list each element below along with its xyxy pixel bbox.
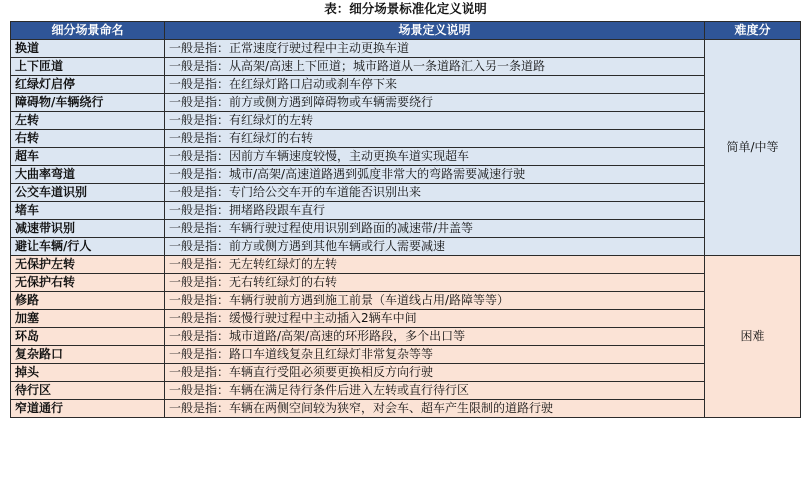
scene-definition-cell: 一般是指：车辆行驶前方遇到施工前景（车道线占用/路障等等） bbox=[165, 292, 705, 310]
table-row bbox=[11, 220, 801, 238]
table-row bbox=[11, 274, 801, 292]
table-row bbox=[11, 148, 801, 166]
table-row bbox=[11, 256, 801, 274]
scene-definition-cell: 一般是指：车辆行驶过程使用识别到路面的减速带/井盖等 bbox=[165, 220, 705, 238]
scene-name-cell: 加塞 bbox=[11, 310, 165, 328]
scene-definition-cell: 一般是指：无右转红绿灯的右转 bbox=[165, 274, 705, 292]
table-row bbox=[11, 364, 801, 382]
header-scene-definition: 场景定义说明 bbox=[165, 22, 705, 40]
scene-definition-cell: 一般是指：车辆直行受阻必须要更换相反方向行驶 bbox=[165, 364, 705, 382]
scene-definition-cell: 一般是指：有红绿灯的右转 bbox=[165, 130, 705, 148]
scene-definition-cell: 一般是指：城市道路/高架/高速的环形路段，多个出口等 bbox=[165, 328, 705, 346]
scene-definition-cell: 一般是指：缓慢行驶过程中主动插入2辆车中间 bbox=[165, 310, 705, 328]
difficulty-cell-hard: 困难 bbox=[705, 256, 801, 418]
table-row bbox=[11, 166, 801, 184]
scene-name-cell: 堵车 bbox=[11, 202, 165, 220]
scene-name-cell: 大曲率弯道 bbox=[11, 166, 165, 184]
table-row bbox=[11, 202, 801, 220]
table-row bbox=[11, 94, 801, 112]
scene-name-cell: 减速带识别 bbox=[11, 220, 165, 238]
table-row bbox=[11, 400, 801, 418]
scene-name-cell: 公交车道识别 bbox=[11, 184, 165, 202]
table-row bbox=[11, 382, 801, 400]
scene-definition-cell: 一般是指：从高架/高速上下匝道；城市路道从一条道路汇入另一条道路 bbox=[165, 58, 705, 76]
scene-name-cell: 环岛 bbox=[11, 328, 165, 346]
scene-name-cell: 修路 bbox=[11, 292, 165, 310]
scene-name-cell: 无保护右转 bbox=[11, 274, 165, 292]
scene-name-cell: 待行区 bbox=[11, 382, 165, 400]
scene-definition-cell: 一般是指：专门给公交车开的车道能否识别出来 bbox=[165, 184, 705, 202]
table-row bbox=[11, 310, 801, 328]
table-row bbox=[11, 112, 801, 130]
table-row bbox=[11, 184, 801, 202]
scene-name-cell: 红绿灯启停 bbox=[11, 76, 165, 94]
scene-definition-cell: 一般是指：拥堵路段跟车直行 bbox=[165, 202, 705, 220]
scene-name-cell: 窄道通行 bbox=[11, 400, 165, 418]
scene-name-cell: 换道 bbox=[11, 40, 165, 58]
scene-name-cell: 左转 bbox=[11, 112, 165, 130]
difficulty-cell-easy: 简单/中等 bbox=[705, 40, 801, 256]
scene-name-cell: 障碍物/车辆绕行 bbox=[11, 94, 165, 112]
header-difficulty: 难度分 bbox=[705, 22, 801, 40]
scene-name-cell: 右转 bbox=[11, 130, 165, 148]
table-row bbox=[11, 130, 801, 148]
scene-definition-cell: 一般是指：车辆在满足待行条件后进入左转或直行待行区 bbox=[165, 382, 705, 400]
scene-name-cell: 无保护左转 bbox=[11, 256, 165, 274]
scene-definition-cell: 一般是指：无左转红绿灯的左转 bbox=[165, 256, 705, 274]
scene-definition-cell: 一般是指：在红绿灯路口启动或刹车停下来 bbox=[165, 76, 705, 94]
scene-definition-cell: 一般是指：车辆在两侧空间较为狭窄，对会车、超车产生限制的道路行驶 bbox=[165, 400, 705, 418]
scene-name-cell: 掉头 bbox=[11, 364, 165, 382]
table-row bbox=[11, 58, 801, 76]
table-row bbox=[11, 76, 801, 94]
scene-definition-cell: 一般是指：有红绿灯的左转 bbox=[165, 112, 705, 130]
table-caption: 表：细分场景标准化定义说明 bbox=[324, 1, 487, 16]
scene-definition-cell: 一般是指：前方或侧方遇到障碍物或车辆需要绕行 bbox=[165, 94, 705, 112]
scene-definition-table bbox=[10, 21, 801, 418]
scene-name-cell: 超车 bbox=[11, 148, 165, 166]
scene-definition-cell: 一般是指：前方或侧方遇到其他车辆或行人需要减速 bbox=[165, 238, 705, 256]
table-row bbox=[11, 40, 801, 58]
table-row bbox=[11, 292, 801, 310]
scene-definition-cell: 一般是指：城市/高架/高速道路遇到弧度非常大的弯路需要减速行驶 bbox=[165, 166, 705, 184]
scene-name-cell: 复杂路口 bbox=[11, 346, 165, 364]
header-scene-name: 细分场景命名 bbox=[11, 22, 165, 40]
scene-name-cell: 避让车辆/行人 bbox=[11, 238, 165, 256]
scene-definition-cell: 一般是指：因前方车辆速度较慢，主动更换车道实现超车 bbox=[165, 148, 705, 166]
table-header-row bbox=[11, 22, 801, 40]
table-row bbox=[11, 328, 801, 346]
table-row bbox=[11, 346, 801, 364]
table-row bbox=[11, 238, 801, 256]
scene-definition-cell: 一般是指：路口车道线复杂且红绿灯非常复杂等等 bbox=[165, 346, 705, 364]
scene-definition-cell: 一般是指：正常速度行驶过程中主动更换车道 bbox=[165, 40, 705, 58]
scene-name-cell: 上下匝道 bbox=[11, 58, 165, 76]
